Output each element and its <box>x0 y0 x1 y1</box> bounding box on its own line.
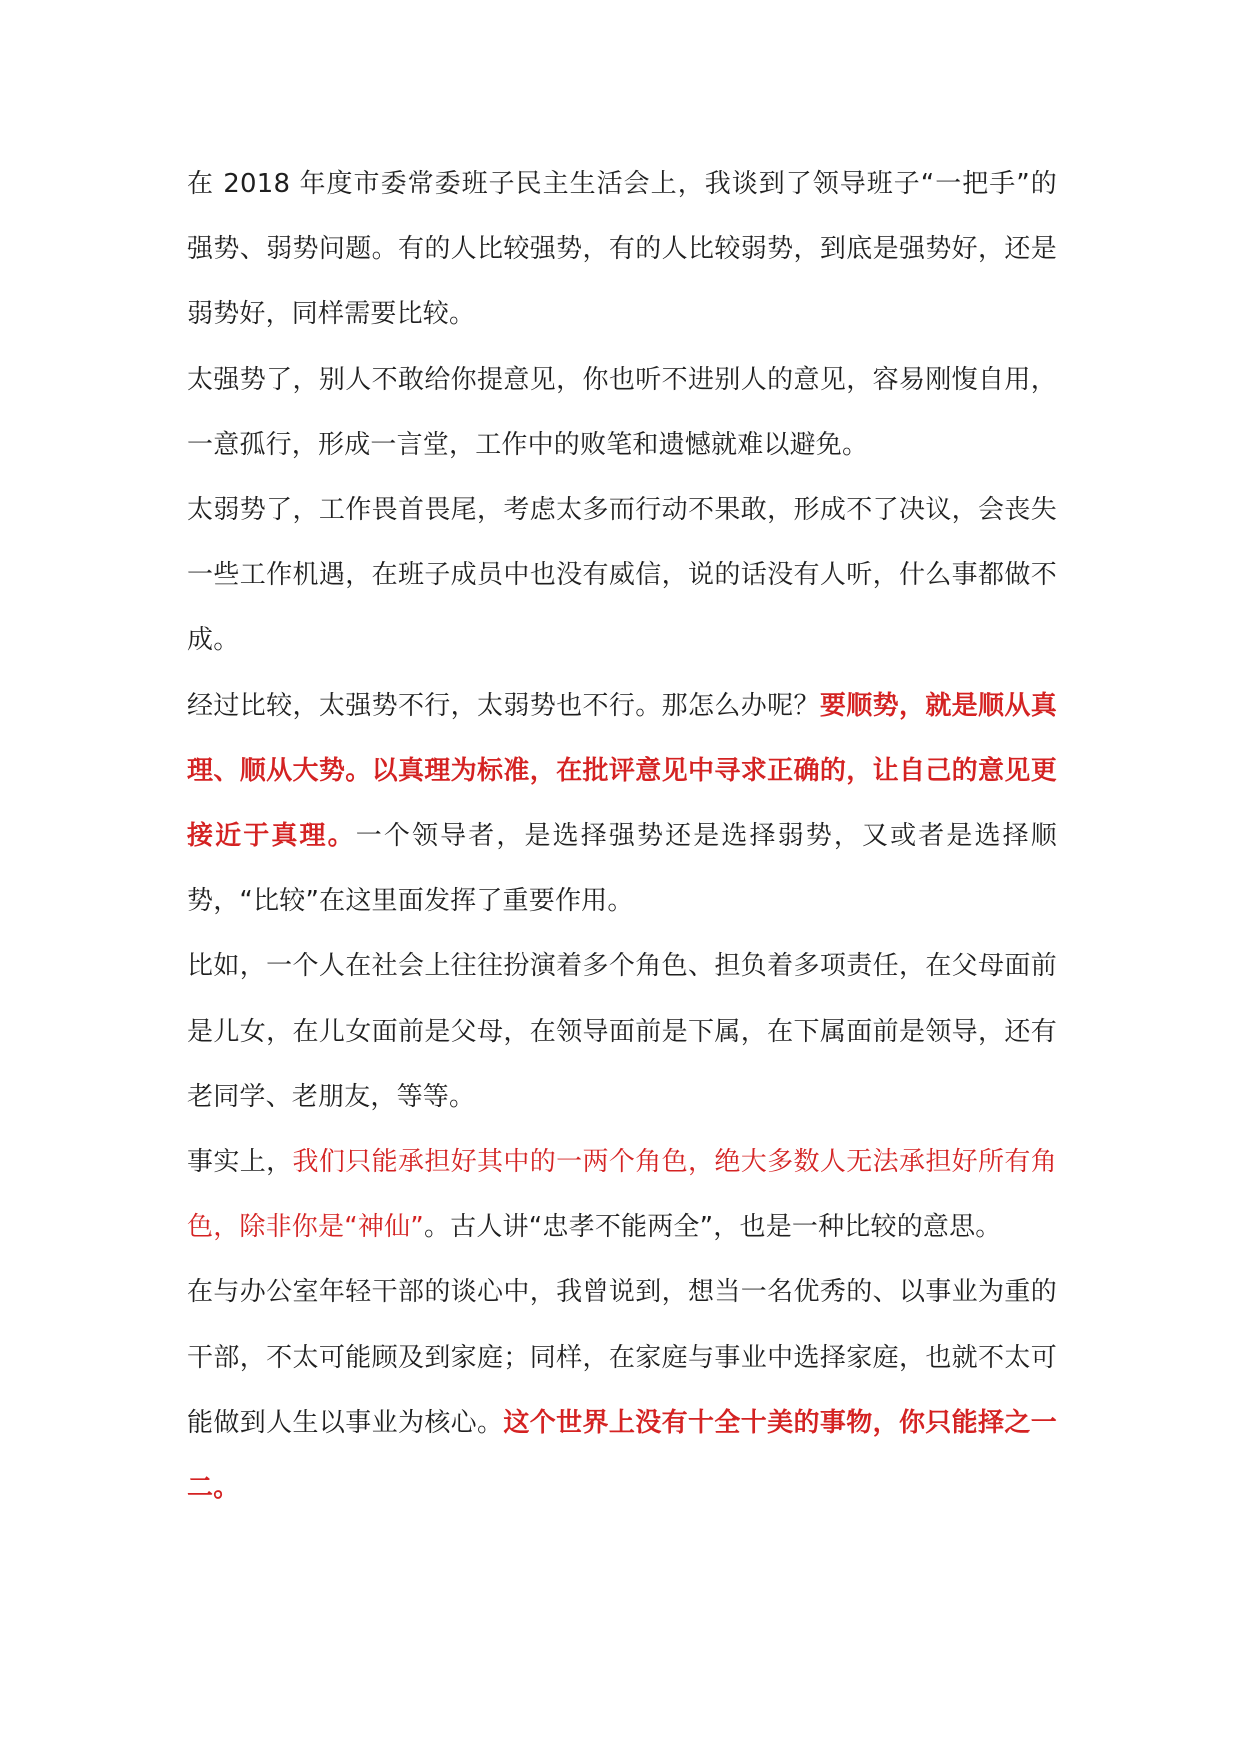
highlighted-text: 我们只能承担好其中的一两个角色，绝大多数人无法承担好所有角色，除非你是“神仙” <box>187 1147 1057 1243</box>
article-body <box>187 152 1057 1521</box>
paragraph <box>187 348 1057 478</box>
paragraph-text: 经过比较，太强势不行，太弱势也不行。那怎么办呢？ <box>187 690 820 721</box>
paragraph <box>187 934 1057 1130</box>
paragraph <box>187 1260 1057 1521</box>
paragraph <box>187 478 1057 674</box>
paragraph-text: 在与办公室年轻干部的谈心中，我曾说到，想当一名优秀的、以事业为重的干部，不太可能顾及到家庭；同样，在家庭与事业中选择家庭，也就不太可能做到人生以事业为核心。 <box>187 1277 1057 1438</box>
highlighted-text: 这个世界上没有十全十美的事物，你只能择之一二。 <box>187 1407 1057 1504</box>
paragraph-text: 事实上， <box>187 1147 293 1178</box>
paragraph-text: 在 2018 年度市委常委班子民主生活会上，我谈到了领导班子“一把手”的强势、弱势问题。有的人比较强势，有的人比较弱势，到底是强势好，还是弱势好，同样需要比较。 <box>187 169 1057 330</box>
paragraph <box>187 152 1057 348</box>
paragraph-text: 比如，一个人在社会上往往扮演着多个角色、担负着多项责任，在父母面前是儿女，在儿女面前是父母，在领导面前是下属，在下属面前是领导，还有老同学、老朋友，等等。 <box>187 951 1057 1112</box>
paragraph-text: 。古人讲“忠孝不能两全”，也是一种比较的意思。 <box>423 1212 1002 1243</box>
paragraph <box>187 674 1057 935</box>
highlighted-text: 要顺势，就是顺从真理、顺从大势。以真理为标准，在批评意见中寻求正确的，让自己的意见更接近于真理。 <box>187 690 1057 852</box>
paragraph-text: 太弱势了，工作畏首畏尾，考虑太多而行动不果敢，形成不了决议，会丧失一些工作机遇，在班子成员中也没有威信，说的话没有人听，什么事都做不成。 <box>187 495 1057 656</box>
paragraph <box>187 1130 1057 1260</box>
paragraph-text: 一个领导者，是选择强势还是选择弱势，又或者是选择顺势，“比较”在这里面发挥了重要作用。 <box>187 821 1057 917</box>
paragraph-text: 太强势了，别人不敢给你提意见，你也听不进别人的意见，容易刚愎自用，一意孤行，形成一言堂，工作中的败笔和遗憾就难以避免。 <box>187 364 1057 460</box>
